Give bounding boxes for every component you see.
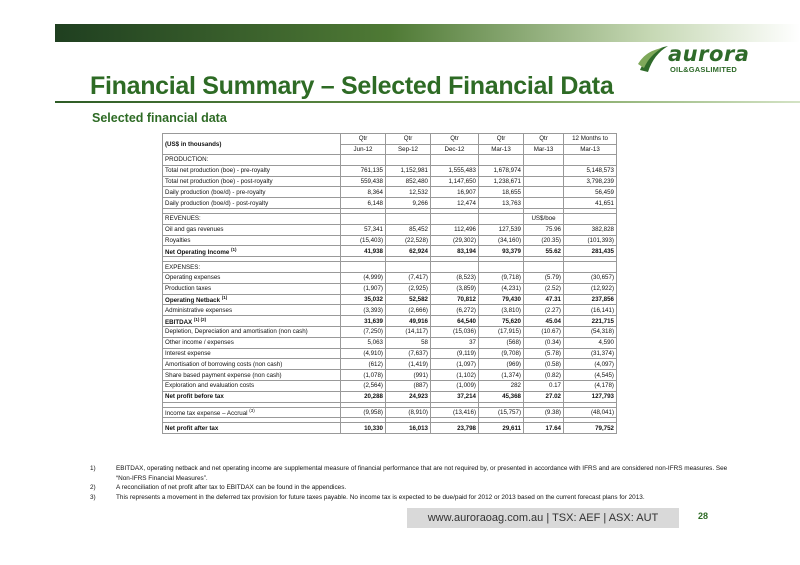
row-label: [163, 272, 341, 283]
table-cell: 10,330: [341, 423, 386, 434]
table-cell: 0.17: [524, 380, 564, 391]
table-cell: (10.67): [524, 326, 564, 337]
table-cell: (0.34): [524, 337, 564, 348]
column-header-period: Dec-12: [431, 144, 479, 155]
table-cell: 31,639: [341, 316, 386, 327]
table-cell: (1,907): [341, 283, 386, 294]
table-row: [163, 380, 617, 391]
table-cell: (0.82): [524, 370, 564, 381]
table-row: [163, 423, 617, 434]
table-cell: (991): [386, 370, 431, 381]
row-label-text: Oil and gas revenues: [165, 226, 224, 234]
table-cell: 761,135: [341, 165, 386, 176]
table-cell: (8,910): [386, 407, 431, 418]
table-row: [163, 246, 617, 257]
row-label: [163, 262, 341, 273]
row-label: [163, 423, 341, 434]
table-cell: 3,798,239: [564, 176, 617, 187]
table-cell: (4,178): [564, 380, 617, 391]
footnote-ref: (1) (2): [193, 316, 207, 322]
header-band: [55, 24, 800, 42]
table-cell: 13,763: [479, 198, 524, 209]
column-header-top: Qtr: [386, 134, 431, 145]
row-label-text: Operating Netback: [165, 296, 221, 304]
financial-table: [162, 133, 617, 434]
table-cell: (9.38): [524, 407, 564, 418]
table-cell: 93,379: [479, 246, 524, 257]
table-cell: 5,063: [341, 337, 386, 348]
table-cell: 281,435: [564, 246, 617, 257]
table-cell: (15,036): [431, 326, 479, 337]
row-label-text: Exploration and evaluation costs: [165, 382, 255, 390]
table-cell: 18,655: [479, 187, 524, 198]
footnotes: [90, 464, 730, 502]
table-row: [163, 359, 617, 370]
table-row: [163, 305, 617, 316]
table-cell: [564, 155, 617, 166]
table-cell: (3,810): [479, 305, 524, 316]
table-cell: [524, 187, 564, 198]
table-cell: (13,416): [431, 407, 479, 418]
row-label-text: REVENUES:: [165, 215, 201, 223]
row-label: [163, 246, 341, 257]
row-label: [163, 155, 341, 166]
table-cell: 23,798: [431, 423, 479, 434]
table-cell: 127,539: [479, 224, 524, 235]
table-cell: [524, 198, 564, 209]
table-cell: 1,147,650: [431, 176, 479, 187]
column-header-period: Mar-13: [564, 144, 617, 155]
table-row: [163, 326, 617, 337]
table-cell: 29,611: [479, 423, 524, 434]
table-cell: 1,555,483: [431, 165, 479, 176]
row-label-text: Production taxes: [165, 285, 212, 293]
table-header-label: (US$ in thousands): [163, 134, 341, 155]
table-cell: (1,078): [341, 370, 386, 381]
table-cell: (9,958): [341, 407, 386, 418]
table-cell: (16,141): [564, 305, 617, 316]
table-cell: (1,009): [431, 380, 479, 391]
column-header-period: Jun-12: [341, 144, 386, 155]
row-label: [163, 380, 341, 391]
table-cell: 62,924: [386, 246, 431, 257]
table-cell: (0.58): [524, 359, 564, 370]
table-cell: 45.04: [524, 316, 564, 327]
row-label-text: Amortisation of borrowing costs (non cash): [165, 360, 283, 368]
table-cell: (3,859): [431, 283, 479, 294]
table-cell: [386, 262, 431, 273]
table-row: [163, 283, 617, 294]
row-label-text: EBITDAX: [165, 318, 193, 326]
footnote-ref: (3): [249, 407, 255, 413]
table-cell: 221,715: [564, 316, 617, 327]
table-cell: 16,013: [386, 423, 431, 434]
table-cell: (7,637): [386, 348, 431, 359]
table-cell: (6,272): [431, 305, 479, 316]
table-cell: (1,374): [479, 370, 524, 381]
table-cell: 35,032: [341, 294, 386, 305]
table-cell: [479, 155, 524, 166]
footnote-item: [90, 493, 730, 503]
table-cell: (568): [479, 337, 524, 348]
logo-wordmark: aurora: [668, 42, 750, 66]
table-cell: 4,590: [564, 337, 617, 348]
table-cell: [479, 262, 524, 273]
table-cell: (7,250): [341, 326, 386, 337]
row-label: [163, 198, 341, 209]
table-cell: 75,620: [479, 316, 524, 327]
table-cell: 237,856: [564, 294, 617, 305]
table-cell: [524, 165, 564, 176]
table-cell: (1,419): [386, 359, 431, 370]
row-label-text: Total net production (boe) - pre-royalty: [165, 167, 270, 175]
table-row: [163, 198, 617, 209]
table-cell: (5.78): [524, 348, 564, 359]
table-cell: (14,117): [386, 326, 431, 337]
table-cell: 49,916: [386, 316, 431, 327]
row-label-text: Net profit after tax: [165, 424, 219, 432]
table-cell: 5,148,573: [564, 165, 617, 176]
table-row: [163, 165, 617, 176]
table-cell: [341, 213, 386, 224]
table-cell: [386, 155, 431, 166]
table-cell: 1,238,671: [479, 176, 524, 187]
table-cell: (54,318): [564, 326, 617, 337]
table-cell: (2,666): [386, 305, 431, 316]
table-row: [163, 187, 617, 198]
table-cell: (15,757): [479, 407, 524, 418]
table-cell: 559,438: [341, 176, 386, 187]
table-cell: 9,266: [386, 198, 431, 209]
row-label-text: EXPENSES:: [165, 263, 201, 271]
table-cell: (4,999): [341, 272, 386, 283]
table-cell: [431, 213, 479, 224]
table-cell: (31,374): [564, 348, 617, 359]
column-header-period: Sep-12: [386, 144, 431, 155]
table-cell: 79,430: [479, 294, 524, 305]
table-cell: [564, 213, 617, 224]
table-row: [163, 407, 617, 418]
row-label-text: Interest expense: [165, 349, 211, 357]
column-header-top: Qtr: [431, 134, 479, 145]
table-cell: [431, 155, 479, 166]
table-cell: 45,368: [479, 391, 524, 402]
row-label-text: PRODUCTION:: [165, 156, 209, 164]
table-cell: 52,582: [386, 294, 431, 305]
table-cell: 41,651: [564, 198, 617, 209]
table-row: [163, 294, 617, 305]
footnote-item: [90, 483, 730, 493]
table-cell: 127,793: [564, 391, 617, 402]
row-label: [163, 337, 341, 348]
table-cell: 70,812: [431, 294, 479, 305]
section-row: [163, 155, 617, 166]
table-cell: (22,528): [386, 235, 431, 246]
table-cell: (2,925): [386, 283, 431, 294]
row-label-text: Net Operating Income: [165, 248, 230, 256]
table-cell: 17.64: [524, 423, 564, 434]
table-cell: 1,678,974: [479, 165, 524, 176]
table-cell: US$/boe: [524, 213, 564, 224]
row-label: [163, 359, 341, 370]
table-cell: 27.02: [524, 391, 564, 402]
column-header-top: 12 Months to: [564, 134, 617, 145]
row-label: [163, 326, 341, 337]
section-subtitle: Selected financial data: [92, 111, 227, 125]
column-header-top: Qtr: [479, 134, 524, 145]
table-cell: [524, 155, 564, 166]
table-cell: (4,910): [341, 348, 386, 359]
table-cell: (2.27): [524, 305, 564, 316]
table-cell: (29,302): [431, 235, 479, 246]
page-number: 28: [698, 511, 709, 521]
table-cell: [431, 262, 479, 273]
table-cell: (3,393): [341, 305, 386, 316]
footnote-ref: (1): [221, 294, 228, 300]
table-cell: (9,718): [479, 272, 524, 283]
footnote-number: 2): [90, 484, 96, 492]
row-label: [163, 165, 341, 176]
footnote-ref: (1): [231, 246, 237, 252]
column-header-period: Mar-13: [524, 144, 564, 155]
row-label-text: Share based payment expense (non cash): [165, 371, 282, 379]
table-cell: 37,214: [431, 391, 479, 402]
table-cell: [524, 176, 564, 187]
table-cell: 24,923: [386, 391, 431, 402]
table-cell: [564, 262, 617, 273]
table-cell: (612): [341, 359, 386, 370]
footer-bar: [407, 508, 679, 528]
table-cell: (887): [386, 380, 431, 391]
row-label-text: Other income / expenses: [165, 339, 234, 347]
row-label: [163, 294, 341, 305]
table-cell: (15,403): [341, 235, 386, 246]
table-cell: (12,922): [564, 283, 617, 294]
section-row: [163, 213, 617, 224]
table-cell: (2,564): [341, 380, 386, 391]
footnote-text: This represents a movement in the deferred tax provision for future taxes payable. No income tax is expected to be due/paid for 2012 or 2013 based on the current forecast plans for 2013.: [116, 493, 645, 501]
footnote-number: 3): [90, 493, 96, 501]
footnote-number: 1): [90, 465, 96, 472]
table-cell: [341, 155, 386, 166]
table-cell: 57,341: [341, 224, 386, 235]
table-cell: (4,097): [564, 359, 617, 370]
column-header-top: Qtr: [524, 134, 564, 145]
row-label-text: Administrative expenses: [165, 306, 233, 314]
table-cell: 1,152,981: [386, 165, 431, 176]
table-cell: (48,041): [564, 407, 617, 418]
table-cell: 12,532: [386, 187, 431, 198]
table-cell: (9,119): [431, 348, 479, 359]
table-cell: (9,708): [479, 348, 524, 359]
table-cell: 852,480: [386, 176, 431, 187]
row-label-text: Daily production (boe/d) - pre-royalty: [165, 188, 266, 196]
table-cell: 112,496: [431, 224, 479, 235]
table-cell: (4,545): [564, 370, 617, 381]
table-cell: (4,231): [479, 283, 524, 294]
footnote-text: A reconciliation of net profit after tax to EBITDAX can be found in the appendices.: [116, 484, 347, 492]
table-cell: (17,915): [479, 326, 524, 337]
table-cell: (34,160): [479, 235, 524, 246]
table-cell: 20,288: [341, 391, 386, 402]
table-row: [163, 348, 617, 359]
company-logo: [636, 42, 750, 78]
table-header-row: [163, 134, 617, 145]
table-cell: 16,907: [431, 187, 479, 198]
table-cell: (8,523): [431, 272, 479, 283]
table-cell: 58: [386, 337, 431, 348]
table-cell: (1,102): [431, 370, 479, 381]
footnote-item: [90, 464, 730, 483]
row-label: [163, 224, 341, 235]
section-row: [163, 262, 617, 273]
footnote-text: EBITDAX, operating netback and net operating income are supplemental measure of financial performance that are not required by, or presented in accordance with IFRS and are considered non-IFRS measures. See “Non-IFRS Financial Measures”.: [116, 465, 728, 482]
table-cell: 83,194: [431, 246, 479, 257]
row-label: [163, 391, 341, 402]
table-cell: (1,097): [431, 359, 479, 370]
table-row: [163, 235, 617, 246]
swoosh-icon: [636, 42, 670, 76]
table-cell: 6,148: [341, 198, 386, 209]
row-label: [163, 316, 341, 327]
row-label: [163, 213, 341, 224]
table-cell: (20.35): [524, 235, 564, 246]
table-cell: [479, 213, 524, 224]
table-cell: 64,540: [431, 316, 479, 327]
row-label: [163, 235, 341, 246]
column-header-top: Qtr: [341, 134, 386, 145]
table-cell: 79,752: [564, 423, 617, 434]
row-label-text: Daily production (boe/d) - post-royalty: [165, 199, 269, 207]
row-label: [163, 283, 341, 294]
table-row: [163, 272, 617, 283]
table-cell: (969): [479, 359, 524, 370]
table-cell: (5.79): [524, 272, 564, 283]
table-cell: [386, 213, 431, 224]
table-cell: 282: [479, 380, 524, 391]
page-title: Financial Summary – Selected Financial Data: [90, 72, 614, 100]
row-label: [163, 305, 341, 316]
table-cell: [341, 262, 386, 273]
table-row: [163, 337, 617, 348]
table-cell: 382,828: [564, 224, 617, 235]
table-cell: (101,393): [564, 235, 617, 246]
table-row: [163, 224, 617, 235]
table-cell: (2.52): [524, 283, 564, 294]
row-label: [163, 176, 341, 187]
table-row: [163, 370, 617, 381]
row-label: [163, 348, 341, 359]
row-label-text: Income tax expense – Accrual: [165, 409, 248, 417]
row-label: [163, 370, 341, 381]
row-label-text: Royalties: [165, 236, 191, 244]
row-label-text: Operating expenses: [165, 274, 221, 282]
table-row: [163, 391, 617, 402]
table-row: [163, 316, 617, 327]
table-cell: 75.96: [524, 224, 564, 235]
logo-subtext: OIL&GASLIMITED: [670, 65, 737, 74]
row-label-text: Total net production (boe) - post-royalty: [165, 177, 273, 185]
row-label: [163, 187, 341, 198]
table-cell: 37: [431, 337, 479, 348]
table-cell: 12,474: [431, 198, 479, 209]
table-cell: (30,657): [564, 272, 617, 283]
title-divider: [55, 101, 800, 103]
table-cell: (7,417): [386, 272, 431, 283]
table-cell: 47.31: [524, 294, 564, 305]
footer-contact: www.auroraoag.com.au | TSX: AEF | ASX: AUT: [427, 512, 659, 524]
row-label-text: Net profit before tax: [165, 393, 224, 401]
table-cell: 8,364: [341, 187, 386, 198]
column-header-period: Mar-13: [479, 144, 524, 155]
table-cell: 56,459: [564, 187, 617, 198]
table-row: [163, 176, 617, 187]
table-cell: [524, 262, 564, 273]
row-label-text: Depletion, Depreciation and amortisation (non cash): [165, 328, 308, 336]
table-cell: 85,452: [386, 224, 431, 235]
table-cell: 41,938: [341, 246, 386, 257]
table-cell: 55.62: [524, 246, 564, 257]
row-label: [163, 407, 341, 418]
